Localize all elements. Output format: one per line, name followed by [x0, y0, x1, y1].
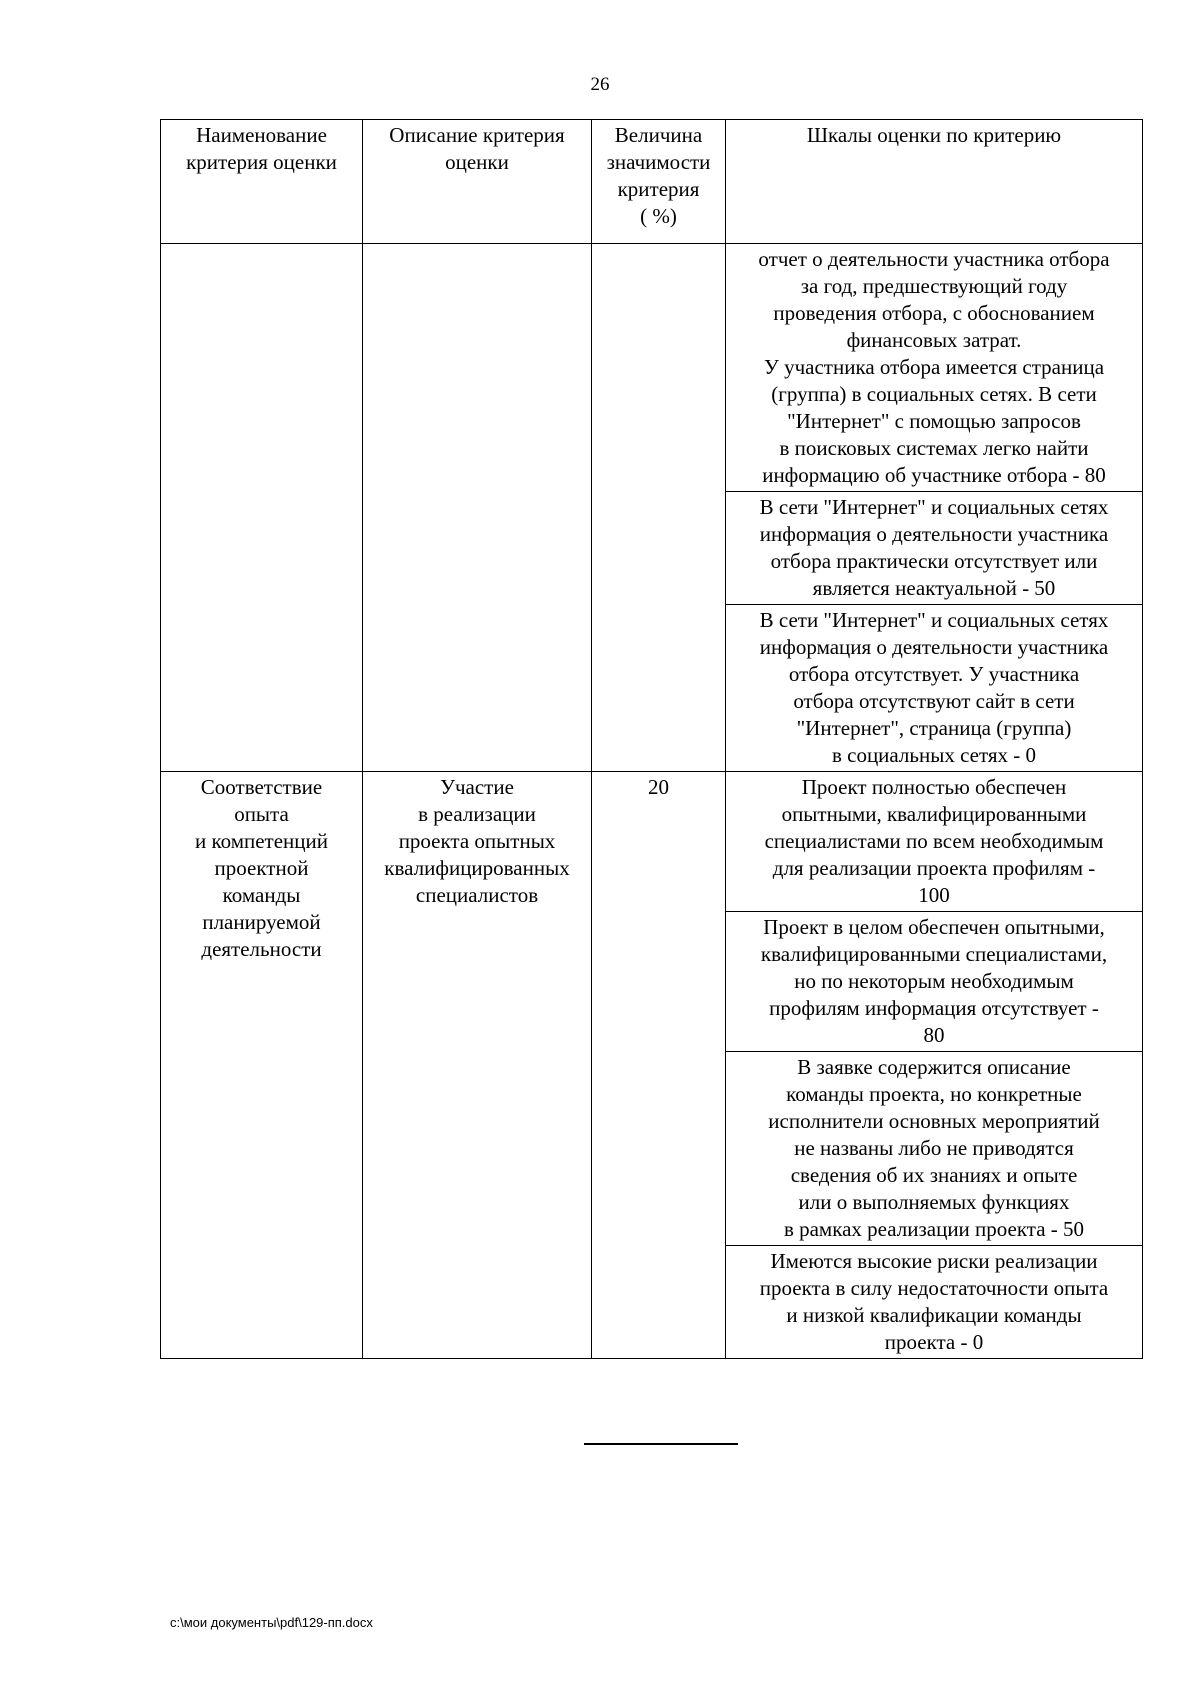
- empty-cell: [592, 244, 726, 772]
- scale-cell: отчет о деятельности участника отбора за год, предшествующий году проведения отбора, с обоснованием финансовых затрат. У участника отбора имеется страница (группа) в социальных сетях. В сети "Интернет" с помощью запросов в поисковых системах легко найти информацию об участнике отбора - 80: [726, 244, 1143, 492]
- criteria-table: [160, 119, 1143, 1359]
- scale-cell: В заявке содержится описание команды проекта, но конкретные исполнители основных мероприятий не названы либо не приводятся сведения об их знаниях и опыте или о выполняемых функциях в рамках реализации проекта - 50: [726, 1052, 1143, 1246]
- footer-file-path: c:\мои документы\pdf\129-пп.docx: [170, 1615, 373, 1630]
- criterion-description-cell: Участие в реализации проекта опытных квалифицированных специалистов: [363, 772, 592, 1359]
- table-header-row: [161, 120, 1143, 244]
- end-divider: [584, 1443, 738, 1445]
- scale-cell: В сети "Интернет" и социальных сетях информация о деятельности участника отбора отсутствует. У участника отбора отсутствуют сайт в сети "Интернет", страница (группа) в социальных сетях - 0: [726, 605, 1143, 772]
- header-criterion-weight: Величина значимости критерия ( %): [592, 120, 726, 244]
- empty-cell: [363, 244, 592, 772]
- criterion-name-cell: Соответствие опыта и компетенций проектной команды планируемой деятельности: [161, 772, 363, 1359]
- page-number: 26: [590, 74, 610, 95]
- scale-cell: В сети "Интернет" и социальных сетях информация о деятельности участника отбора практически отсутствует или является неактуальной - 50: [726, 492, 1143, 605]
- scale-cell: Имеются высокие риски реализации проекта в силу недостаточности опыта и низкой квалификации команды проекта - 0: [726, 1246, 1143, 1359]
- header-criterion-description: Описание критерия оценки: [363, 120, 592, 244]
- header-criterion-name: Наименование критерия оценки: [161, 120, 363, 244]
- header-scales: Шкалы оценки по критерию: [726, 120, 1143, 244]
- scale-cell: Проект полностью обеспечен опытными, квалифицированными специалистами по всем необходимым для реализации проекта профилям - 100: [726, 772, 1143, 912]
- table-row: [161, 244, 1143, 492]
- table-row: [161, 772, 1143, 912]
- scale-cell: Проект в целом обеспечен опытными, квалифицированными специалистами, но по некоторым необходимым профилям информация отсутствует - 80: [726, 912, 1143, 1052]
- criterion-weight-cell: 20: [592, 772, 726, 1359]
- empty-cell: [161, 244, 363, 772]
